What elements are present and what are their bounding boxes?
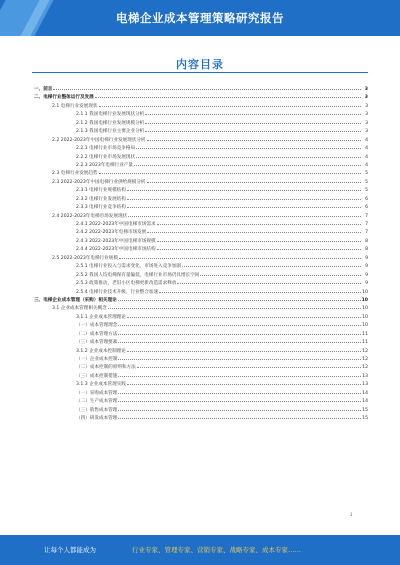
toc-leader-dots (118, 376, 361, 377)
toc-entry-page: 12 (362, 348, 368, 354)
toc-entry-label: 2.5 2022-2023年电梯行业规模 (52, 255, 118, 261)
toc-entry[interactable] (34, 348, 368, 356)
toc-entry[interactable] (34, 255, 368, 263)
toc-leader-dots (127, 190, 361, 191)
toc-entry-page: 8 (365, 247, 368, 253)
toc-entry[interactable] (34, 86, 368, 94)
toc-leader-dots (147, 232, 361, 233)
toc-leader-dots (108, 308, 361, 309)
toc-entry[interactable] (34, 373, 368, 381)
toc-entry-page: 10 (362, 314, 368, 320)
toc-leader-dots (118, 418, 361, 419)
toc-entry-label: 2.1.2 我国电梯行业发展规模分析 (76, 120, 145, 126)
toc-entry[interactable] (34, 120, 368, 128)
toc-entry[interactable] (34, 145, 368, 153)
page-footer (0, 535, 400, 565)
toc-entry-page: 5 (365, 171, 368, 177)
table-of-contents (34, 86, 368, 424)
toc-entry-label: 2.4.2 2022-2023年电梯市场发展 (76, 230, 147, 236)
toc-leader-dots (134, 165, 361, 166)
toc-entry-page: 8 (365, 238, 368, 244)
toc-entry-page: 10 (361, 297, 368, 303)
toc-entry-label: 3.1.2 企业成本控制理论 (76, 348, 126, 354)
toc-entry-page: 14 (362, 390, 368, 396)
toc-leader-dots (127, 207, 361, 208)
toc-entry-label: 2.2.3 2023年电梯行业产量 (76, 162, 133, 168)
toc-entry[interactable] (34, 280, 368, 288)
toc-entry[interactable] (34, 415, 368, 423)
toc-entry[interactable] (34, 187, 368, 195)
toc-entry-page: 15 (362, 407, 368, 413)
toc-entry[interactable] (34, 196, 368, 204)
toc-entry[interactable] (34, 339, 368, 347)
toc-entry[interactable] (34, 390, 368, 398)
toc-entry-label: （三）销售成本管理 (76, 407, 118, 413)
toc-entry-label: 2.3 电梯行业发展趋势 (52, 171, 98, 177)
toc-entry-page: 3 (364, 95, 368, 101)
toc-leader-dots (145, 114, 361, 115)
toc-leader-dots (182, 266, 361, 267)
toc-entry-page: 4 (365, 137, 368, 143)
toc-entry[interactable] (34, 398, 368, 406)
toc-entry-page: 9 (365, 264, 368, 270)
toc-entry[interactable] (34, 128, 368, 136)
toc-entry-page: 3 (365, 103, 368, 109)
toc-entry-page: 10 (362, 323, 368, 329)
toc-entry-label: 3.1 企业成本管理相关概念 (52, 306, 107, 312)
report-title: 电梯企业成本管理策略研究报告 (116, 11, 284, 25)
toc-entry[interactable] (34, 221, 368, 229)
toc-entry-page: 11 (362, 340, 368, 346)
toc-entry-label: 2.4.4 2022-2023年中国电梯市场结构 (76, 247, 156, 253)
toc-entry[interactable] (34, 305, 368, 313)
toc-entry[interactable] (34, 364, 368, 372)
toc-entry-page: 10 (362, 306, 368, 312)
toc-entry[interactable] (34, 263, 368, 271)
toc-entry-label: 3.1.3 企业成本管理实践 (76, 382, 126, 388)
toc-entry-page: 3 (365, 129, 368, 135)
toc-entry[interactable] (34, 154, 368, 162)
toc-entry[interactable] (34, 289, 368, 297)
toc-entry-page: 9 (365, 272, 368, 278)
toc-entry-page: 15 (362, 416, 368, 422)
toc-leader-dots (147, 140, 361, 141)
toc-leader-dots (157, 249, 361, 250)
toc-entry-page: 11 (362, 331, 368, 337)
toc-entry-page: 9 (365, 255, 368, 261)
toc-entry-label: 2.5.3 政策推动，老旧小区电梯更新改造需求释放 (76, 281, 177, 287)
toc-entry-page: 9 (365, 281, 368, 287)
toc-entry-label: 2.2.1 电梯行业市场竞争格局 (76, 146, 136, 152)
toc-entry[interactable] (34, 229, 368, 237)
toc-leader-dots (118, 410, 361, 411)
footer-slogan: 让每个人都能成为 (44, 546, 96, 554)
toc-entry-label: 2.4 2022-2023年电梯市场发展现状 (52, 213, 128, 219)
toc-leader-dots (147, 182, 361, 183)
toc-leader-dots (118, 342, 361, 343)
toc-entry-label: （三）成本控制措施 (76, 373, 118, 379)
toc-entry-page: 10 (362, 289, 368, 295)
toc-entry[interactable] (34, 331, 368, 339)
toc-leader-dots (127, 199, 361, 200)
toc-leader-dots (118, 401, 361, 402)
toc-entry-label: 2.2.2 电梯行业市场发展现状 (76, 154, 136, 160)
toc-entry-page: 14 (362, 399, 368, 405)
toc-leader-dots (118, 300, 361, 301)
toc-entry[interactable] (34, 170, 368, 178)
toc-leader-dots (145, 131, 361, 132)
toc-entry-page: 12 (362, 357, 368, 362)
toc-entry[interactable] (34, 356, 368, 364)
toc-leader-dots (127, 351, 361, 352)
toc-leader-dots (200, 275, 361, 276)
toc-entry-label: （三）成本管理要素 (76, 340, 118, 346)
toc-entry-label: 2.1 电梯行业发展现状 (52, 103, 98, 109)
toc-leader-dots (95, 97, 361, 98)
toc-entry-label: 二、电梯行业整体运行及发展 (34, 95, 94, 101)
toc-heading-rule (32, 72, 368, 73)
toc-entry-label: 2.5.4 电梯行业技术升级，行业整合加速 (76, 289, 159, 295)
toc-entry-label: 一、前言 (34, 87, 53, 92)
toc-entry[interactable] (34, 103, 368, 111)
toc-entry-label: （二）成本控制的原则和方法 (76, 365, 136, 371)
toc-entry-label: （一）成本管理理念 (76, 323, 118, 329)
toc-leader-dots (136, 157, 361, 158)
toc-entry-label: 2.5.2 我国人均电梯保有量偏低，电梯行业市场仍具增长空间 (76, 272, 200, 278)
toc-entry-page: 6 (365, 196, 368, 202)
toc-entry-page: 4 (365, 162, 368, 168)
toc-entry[interactable] (34, 94, 368, 102)
toc-entry-page: 7 (365, 213, 368, 219)
toc-entry-page: 6 (365, 205, 368, 211)
toc-leader-dots (159, 292, 361, 293)
toc-entry-label: （二）成本管理方法 (76, 331, 118, 337)
toc-leader-dots (136, 148, 361, 149)
toc-entry[interactable] (34, 272, 368, 280)
toc-leader-dots (99, 106, 361, 107)
toc-leader-dots (177, 283, 361, 284)
toc-entry-label: 三、电梯企业成本管理（采购）相关理论 (34, 297, 117, 303)
toc-entry-page: 3 (365, 120, 368, 126)
toc-entry-page: 4 (365, 154, 368, 160)
toc-entry-page: 7 (365, 222, 368, 227)
toc-entry-label: （二）生产成本管理 (76, 399, 118, 405)
page-number: 1 (350, 512, 353, 517)
toc-entry[interactable] (34, 238, 368, 246)
toc-entry-page: 12 (362, 365, 368, 371)
toc-entry-page: 7 (365, 230, 368, 236)
toc-entry[interactable] (34, 322, 368, 330)
toc-entry[interactable] (34, 407, 368, 415)
toc-entry[interactable] (34, 179, 368, 187)
toc-entry-page: 5 (365, 188, 368, 194)
toc-entry-label: 2.4.3 2022-2023年中国电梯市场规模 (76, 238, 156, 244)
toc-entry-label: 2.2 2022-2023年中国电梯行业发展现状分析 (52, 137, 146, 143)
toc-leader-dots (157, 241, 361, 242)
toc-entry-label: （一）采购成本管理 (76, 390, 118, 396)
toc-leader-dots (127, 317, 361, 318)
toc-entry-page: 3 (364, 87, 368, 92)
toc-entry[interactable] (34, 297, 368, 305)
toc-leader-dots (137, 367, 361, 368)
toc-entry-label: 2.4.1 2022-2023年中国电梯市场需求 (76, 222, 156, 227)
toc-entry[interactable] (34, 162, 368, 170)
toc-leader-dots (118, 359, 361, 360)
toc-entry-label: 2.5.1 电梯行业投入与需求变化，市场进入竞争加剧 (76, 264, 182, 270)
toc-leader-dots (145, 123, 361, 124)
toc-entry[interactable] (34, 381, 368, 389)
toc-entry-label: 2.1.1 我国电梯行业发展现状分析 (76, 112, 145, 118)
toc-entry[interactable] (34, 111, 368, 119)
toc-entry[interactable] (34, 204, 368, 212)
toc-leader-dots (53, 89, 361, 90)
toc-entry-page: 13 (362, 382, 368, 388)
toc-entry-label: 2.3.3 电梯行业竞争结构 (76, 205, 126, 211)
toc-entry-page: 4 (365, 146, 368, 152)
toc-leader-dots (157, 224, 361, 225)
toc-entry-page: 3 (365, 112, 368, 118)
toc-entry[interactable] (34, 314, 368, 322)
toc-heading: 内容目录 (176, 58, 224, 71)
toc-entry-page: 5 (365, 179, 368, 185)
toc-entry-page: 13 (362, 373, 368, 379)
footer-tagline: 行业专家、管理专家、营销专家、战略专家、成本专家…… (132, 546, 301, 554)
toc-entry[interactable] (34, 213, 368, 221)
toc-leader-dots (118, 393, 361, 394)
toc-entry-label: 2.3 2022-2023年中国电梯行业供给规模分析 (52, 179, 146, 185)
toc-entry-label: 2.3.1 电梯行业规模结构 (76, 188, 126, 194)
page-header (0, 0, 400, 36)
toc-entry[interactable] (34, 246, 368, 254)
toc-entry-label: 3.1.1 企业成本管理理论 (76, 314, 126, 320)
toc-leader-dots (128, 216, 361, 217)
toc-leader-dots (119, 258, 361, 259)
toc-entry-label: 2.3.2 电梯行业发展结构 (76, 196, 126, 202)
toc-leader-dots (127, 384, 361, 385)
toc-leader-dots (118, 325, 361, 326)
toc-entry-label: （四）研发成本管理 (76, 416, 118, 422)
toc-entry-label: （一）企业成本控制 (76, 357, 118, 362)
toc-leader-dots (99, 173, 361, 174)
toc-entry[interactable] (34, 137, 368, 145)
toc-leader-dots (118, 334, 361, 335)
toc-entry-label: 2.1.3 我国电梯行业主要企业分析 (76, 129, 145, 135)
